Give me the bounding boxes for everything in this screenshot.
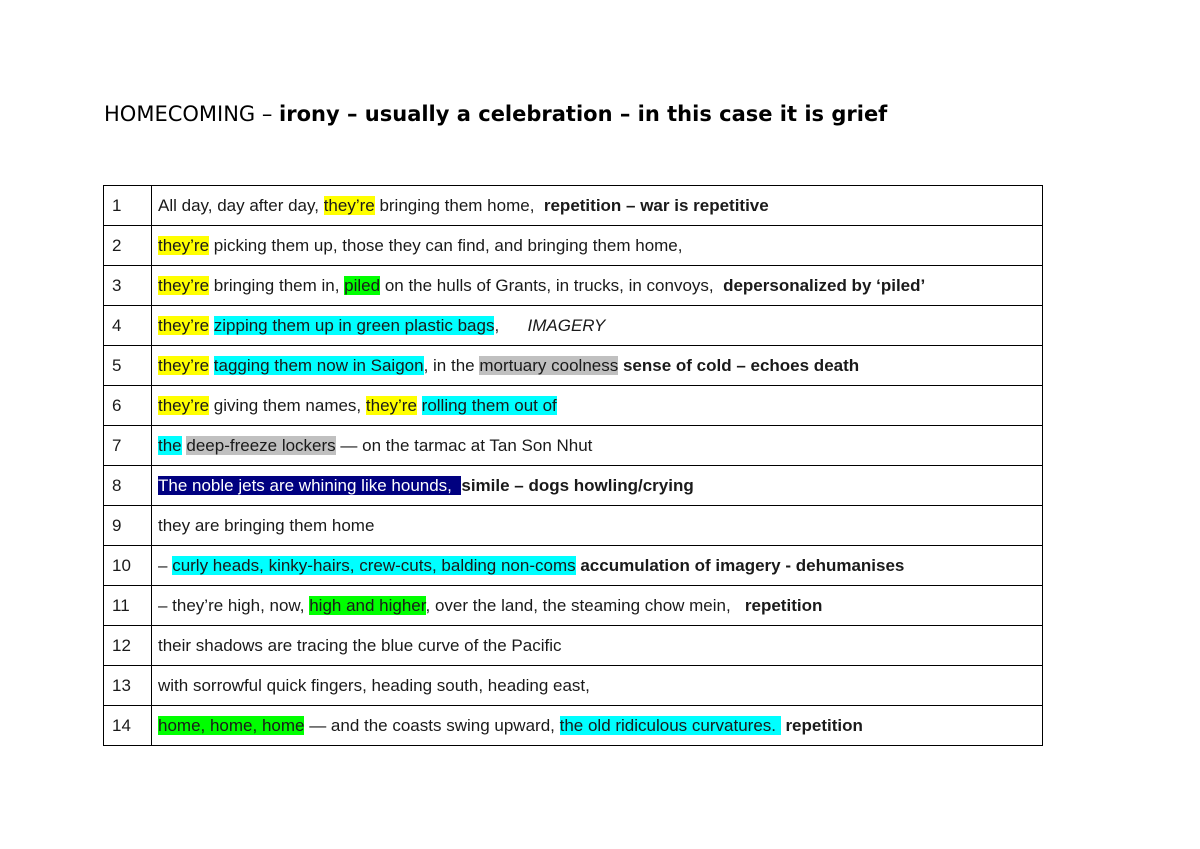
text-segment: their shadows are tracing the blue curve of the Pacific bbox=[158, 635, 562, 655]
poem-table-body bbox=[104, 186, 1043, 746]
highlighted-text: they’re bbox=[323, 195, 375, 215]
poem-line bbox=[152, 546, 1043, 586]
highlighted-text: the old ridiculous curvatures. bbox=[559, 715, 781, 735]
poem-line bbox=[152, 226, 1043, 266]
table-row bbox=[104, 186, 1043, 226]
highlighted-text: they’re bbox=[158, 315, 210, 335]
text-segment: — on the tarmac at Tan Son Nhut bbox=[335, 435, 593, 455]
poem-line bbox=[152, 346, 1043, 386]
poem-line bbox=[152, 706, 1043, 746]
poem-line bbox=[152, 506, 1043, 546]
highlighted-text: curly heads, kinky-hairs, crew-cuts, balding non-coms bbox=[172, 555, 576, 575]
poem-line bbox=[152, 626, 1043, 666]
text-segment bbox=[417, 396, 422, 415]
table-row bbox=[104, 426, 1043, 466]
text-segment: , over the land, the steaming chow mein, bbox=[425, 595, 741, 615]
line-number: 1 bbox=[104, 186, 152, 226]
highlighted-text: they’re bbox=[365, 395, 417, 415]
line-number: 9 bbox=[104, 506, 152, 546]
line-number: 5 bbox=[104, 346, 152, 386]
poem-line bbox=[152, 266, 1043, 306]
line-number: 12 bbox=[104, 626, 152, 666]
highlighted-text: they’re bbox=[158, 395, 210, 415]
line-number: 7 bbox=[104, 426, 152, 466]
highlighted-text: they’re bbox=[158, 235, 210, 255]
text-segment: , bbox=[494, 315, 528, 335]
annotation-text: repetition – war is repetitive bbox=[539, 195, 769, 215]
line-number: 2 bbox=[104, 226, 152, 266]
line-number: 10 bbox=[104, 546, 152, 586]
poem-line bbox=[152, 586, 1043, 626]
text-segment: All day, day after day, bbox=[158, 195, 324, 215]
highlighted-text: tagging them now in Saigon bbox=[213, 355, 424, 375]
line-number: 13 bbox=[104, 666, 152, 706]
table-row bbox=[104, 466, 1043, 506]
table-row bbox=[104, 706, 1043, 746]
title-plain: HOMECOMING – bbox=[104, 102, 280, 126]
poem-line bbox=[152, 666, 1043, 706]
poem-line bbox=[152, 306, 1043, 346]
table-row bbox=[104, 586, 1043, 626]
highlighted-text: The noble jets are whining like hounds, bbox=[158, 475, 462, 495]
line-number: 8 bbox=[104, 466, 152, 506]
line-number: 6 bbox=[104, 386, 152, 426]
poem-line bbox=[152, 186, 1043, 226]
annotation-text: repetition bbox=[780, 715, 863, 735]
highlighted-text: home, home, home bbox=[158, 715, 305, 735]
highlighted-text: they’re bbox=[158, 355, 210, 375]
page-title bbox=[104, 102, 887, 126]
table-row bbox=[104, 226, 1043, 266]
text-segment: they are bringing them home bbox=[158, 515, 375, 535]
highlighted-text: mortuary coolness bbox=[479, 355, 619, 375]
text-segment: bringing them in, bbox=[209, 275, 345, 295]
text-segment: on the hulls of Grants, in trucks, in convoys, bbox=[380, 275, 719, 295]
table-row bbox=[104, 626, 1043, 666]
table-row bbox=[104, 266, 1043, 306]
annotation-text: IMAGERY bbox=[527, 315, 606, 335]
highlighted-text: zipping them up in green plastic bags bbox=[213, 315, 495, 335]
text-segment: – bbox=[158, 555, 173, 575]
poem-line bbox=[152, 386, 1043, 426]
annotation-text: repetition bbox=[740, 595, 823, 615]
text-segment: – they’re high, now, bbox=[158, 595, 310, 615]
annotation-text: depersonalized by ‘piled’ bbox=[718, 275, 926, 295]
highlighted-text: high and higher bbox=[309, 595, 426, 615]
text-segment: with sorrowful quick fingers, heading south, heading east, bbox=[158, 675, 590, 695]
annotation-text: simile – dogs howling/crying bbox=[461, 475, 694, 495]
text-segment: giving them names, bbox=[209, 395, 366, 415]
line-number: 11 bbox=[104, 586, 152, 626]
text-segment: , in the bbox=[423, 355, 480, 375]
text-segment: picking them up, those they can find, and bringing them home, bbox=[209, 235, 683, 255]
table-row bbox=[104, 306, 1043, 346]
poem-line bbox=[152, 466, 1043, 506]
line-number: 4 bbox=[104, 306, 152, 346]
annotation-text: sense of cold – echoes death bbox=[618, 355, 860, 375]
table-row bbox=[104, 546, 1043, 586]
table-row bbox=[104, 666, 1043, 706]
line-number: 3 bbox=[104, 266, 152, 306]
text-segment: — and the coasts swing upward, bbox=[304, 715, 560, 735]
highlighted-text: rolling them out of bbox=[421, 395, 557, 415]
highlighted-text: deep-freeze lockers bbox=[186, 435, 336, 455]
title-bold: irony – usually a celebration – in this case it is grief bbox=[279, 102, 888, 126]
table-row bbox=[104, 346, 1043, 386]
table-row bbox=[104, 506, 1043, 546]
highlighted-text: they’re bbox=[158, 275, 210, 295]
table-row bbox=[104, 386, 1043, 426]
annotation-text: accumulation of imagery - dehumanises bbox=[575, 555, 905, 575]
poem-table bbox=[103, 185, 1043, 746]
text-segment: bringing them home, bbox=[374, 195, 540, 215]
poem-line bbox=[152, 426, 1043, 466]
highlighted-text: the bbox=[158, 435, 182, 455]
highlighted-text: piled bbox=[344, 275, 381, 295]
line-number: 14 bbox=[104, 706, 152, 746]
